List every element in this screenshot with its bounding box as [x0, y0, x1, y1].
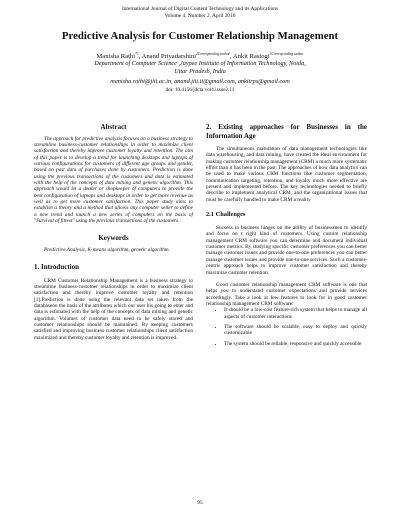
right-column: [206, 123, 367, 351]
author-emails: manisha.rathi@jiit.ac.in, anand.jiit.it@gmail.com, ankitrps@gmail.com: [110, 78, 290, 85]
feature-list-item: • The system should be reliable, responsive and quickly accessible: [224, 341, 367, 347]
journal-header: [0, 6, 400, 20]
abstract-text: The approach for predictive analysis focuses on a business strategy to streamline business-customer relationships in order to maximize client satisfaction and thereby improve customer loyalty and retention. The aim of this paper is to develop a trend for launching desktops and laptops of various configurations for customers of different age groups and gender, based on past data of purchases done by customers. Prediction is done using the previous transactions of the customers and data is estimated with the help of the concepts of data mining and genetic algorithm. This approach would let a dealer or shopkeeper of computers to provide the best configuration of laptops and desktops in order to get more revenue as well as to get more customer satisfaction. This paper study aims to establish a theory and a method that allows any computer seller to define a new trend and launch a new series of computers on the basis of "Survival of fittest" using the previous transactions of the customers.: [34, 135, 193, 224]
section2-text: The simultaneous maturation of data management technologies like data warehousing, and data mining, have created the ideal environment for making customer relationship management (CRM) a much more systematic effort than it has been in the past. The approaches of how data analytics can be used to make various CRM functions like customer segmentation, communication targeting, retention, and loyalty much more effective are present and implemented before. The key technologies needed to briefly describe to implement analytical CRM, and the organizational issues that must be carefully handled to make CRM a reality: [206, 146, 367, 203]
author-marker: 2Corresponding author: [195, 52, 230, 56]
author-name: , Anand Priyadarshini: [138, 53, 196, 61]
page-number: 95: [197, 500, 203, 506]
challenges-paragraph-1: Success in business hinges on the ability of businessmen to identify and focus on t right kind of customers. Using custom relationship management CRM software you can determine and document individual customer metrics. By studying specific customer preferences you can better manage customer issues and provide one-to-one preferences you can better manage customer issues and provide one-to-one services. Such a customer-centric approach helps to improve customer satisfaction and thereby maximize customer retention.: [206, 225, 367, 276]
section2-heading: 2. Existing approaches for Businesses in the Information Age: [206, 123, 367, 140]
author-marker: *1: [135, 52, 139, 56]
affiliation-line: Uttar Pradesh, India: [174, 68, 226, 75]
affiliation: [20, 60, 380, 76]
paper-title: Predictive Analysis for Customer Relationship Management: [61, 30, 339, 42]
abstract-heading: Abstract: [100, 123, 127, 131]
affiliation-line: Department of Computer Science ,Jaypee Institute of Information Technology, Noida,: [94, 60, 306, 67]
feature-list: [206, 307, 367, 347]
journal-volume: Volume 4, Number 2, April 2010: [164, 13, 236, 19]
doi: doi: 10.4156/jdcta.vol4.issue2.11: [165, 87, 235, 93]
author-name: Manisha Rathi: [96, 53, 136, 61]
intro-text: CRM Customer Relationship Management is a business strategy to streamline business-customer relationships in order to maximize client satisfaction and thereby improve customer loyalty and retention [1].Prediction is done using the relevant data set taken from the databaseon the basis of the attributes which our user his going to enter and data is estimated with the help of the concepts of data mining and genetic algorithm. Volumes of customer data need to be safely stored and customer relationships should be maintained. By keeping customers satisfied and improving business customer relationships client satisfaction maximized and thereby customer loyalty and retention is improved.: [34, 277, 193, 341]
author-name: , Ankit Rastogi: [229, 53, 270, 61]
keywords-text: Predictive Analysis, K-means algorithm, genetic algorithm.: [44, 246, 170, 253]
journal-name: International Journal of Digital Content Technology and its Applications: [121, 6, 279, 12]
challenges-heading: 2.1 Challenges: [206, 211, 246, 219]
left-column: [34, 123, 193, 341]
challenges-paragraph-2: Good customer relationship management CRM software is one that helps you to understand customer expectations and provide services accordingly. Take a look at few features to look for in good customer relationship management CRM software:: [206, 281, 367, 307]
intro-heading: 1. Introduction: [34, 263, 79, 272]
feature-list-item: • It should be a low-cost feature-rich system that helps to manage all aspects of customer interactions: [224, 307, 367, 320]
keywords-heading: Keywords: [98, 234, 129, 243]
feature-list-item: • The software should be scalable, easy to deploy and quickly customizable: [224, 324, 367, 337]
author-marker: 3Corresponding author: [269, 52, 304, 56]
